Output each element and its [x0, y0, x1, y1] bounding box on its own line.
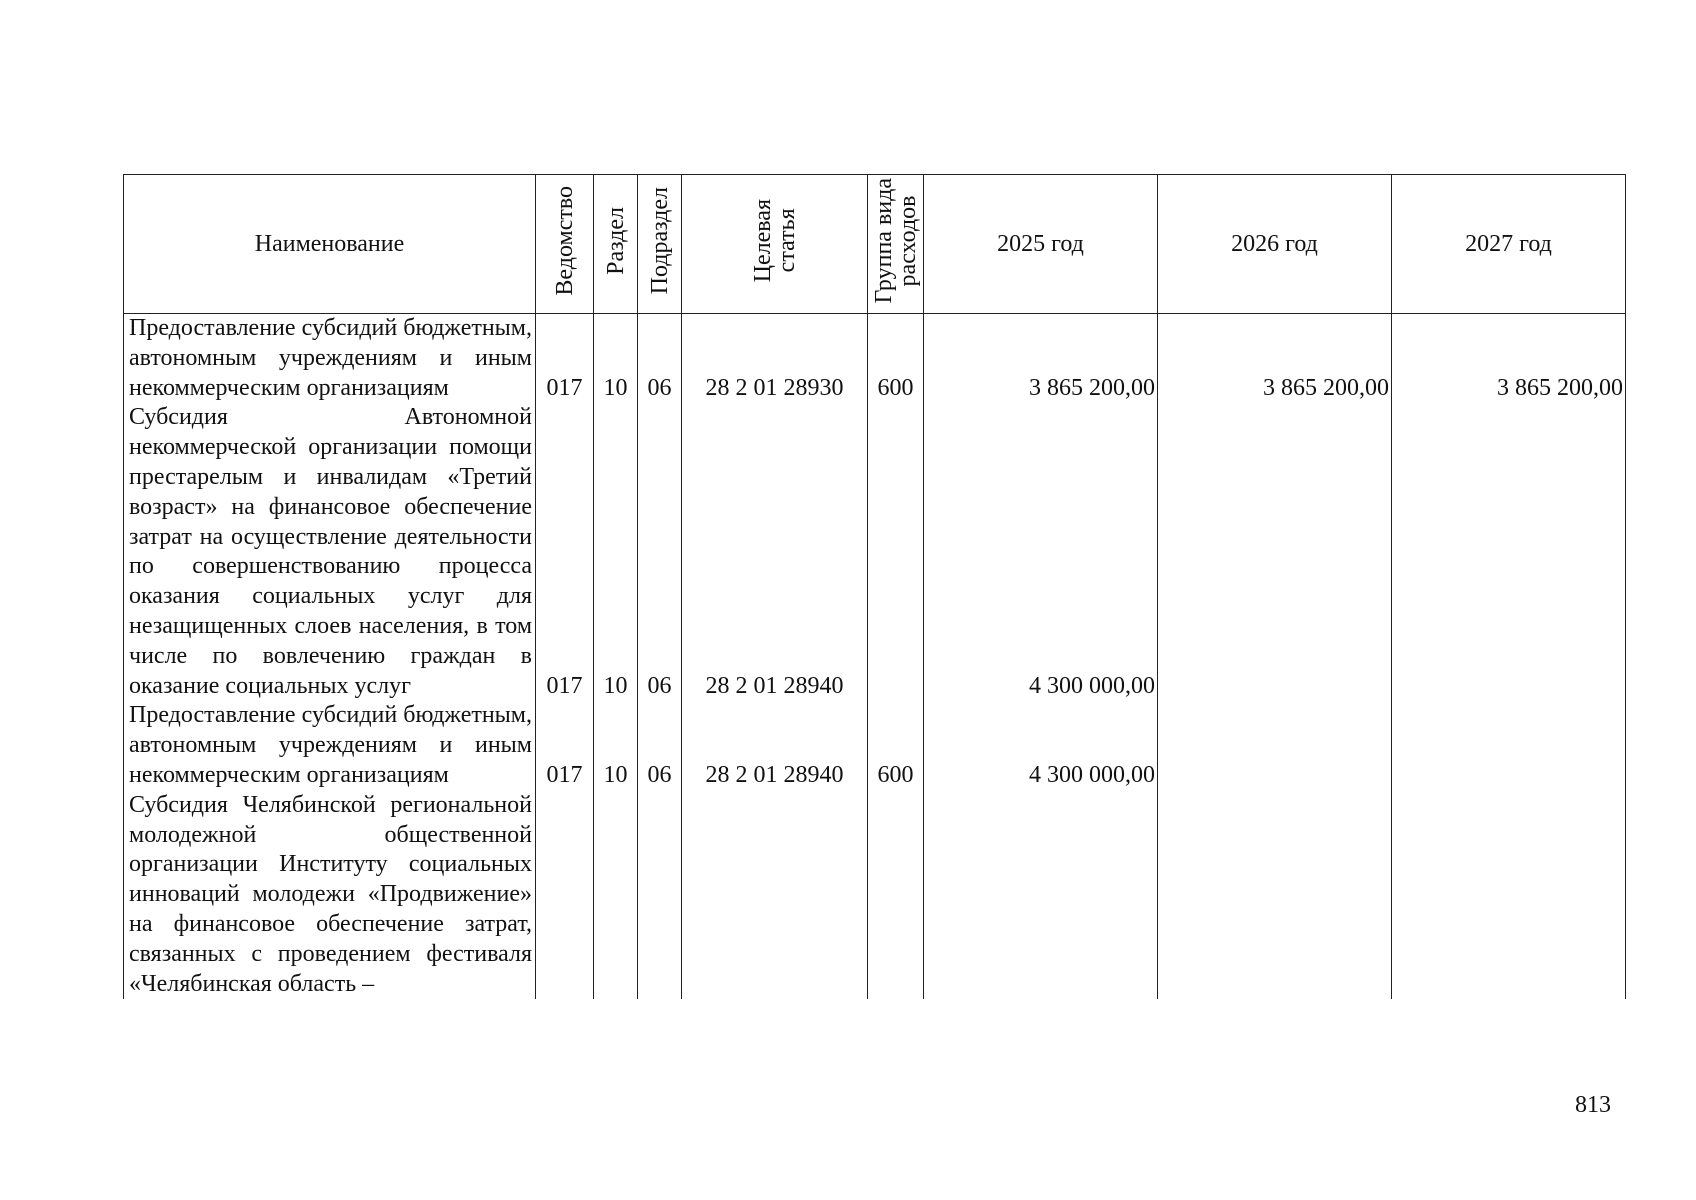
row-subsection — [638, 791, 682, 1000]
header-expense-group — [868, 175, 924, 314]
row-target-article: 28 2 01 28940 — [682, 403, 868, 701]
row-name: Предоставление субсидий бюджетным, автономным учреждениям и иным некоммерческим организациям — [124, 701, 536, 790]
row-expense-group: 600 — [868, 314, 924, 404]
table-row — [124, 791, 1626, 1000]
row-amount-2027 — [1392, 701, 1626, 790]
row-section: 10 — [594, 314, 638, 404]
row-amount-2027 — [1392, 791, 1626, 1000]
header-year-2026: 2026 год — [1158, 175, 1392, 314]
row-department — [536, 791, 594, 1000]
row-amount-2026 — [1158, 403, 1392, 701]
header-target-article-line2: статья — [773, 209, 800, 273]
row-subsection: 06 — [638, 701, 682, 790]
header-expense-group-line1: Группа вида — [870, 178, 897, 304]
row-amount-2025 — [924, 791, 1158, 1000]
header-year-2027: 2027 год — [1392, 175, 1626, 314]
table-row — [124, 314, 1626, 404]
header-target-article-line1: Целевая — [749, 199, 776, 283]
row-department: 017 — [536, 314, 594, 404]
row-amount-2027 — [1392, 403, 1626, 701]
table-header-row — [124, 175, 1626, 314]
row-name: Предоставление субсидий бюджетным, автономным учреждениям и иным некоммерческим организациям — [124, 314, 536, 404]
header-section: Раздел — [594, 175, 638, 314]
row-expense-group: 600 — [868, 701, 924, 790]
row-department: 017 — [536, 701, 594, 790]
row-name: Субсидия Челябинской региональной молодежной общественной организации Институту социальных инноваций молодежи «Продвижение» на финансовое обеспечение затрат, связанных с проведением фестиваля «Челябинская область – — [124, 791, 536, 1000]
row-amount-2026: 3 865 200,00 — [1158, 314, 1392, 404]
row-target-article: 28 2 01 28940 — [682, 701, 868, 790]
row-name: Субсидия Автономной некоммерческой организации помощи престарелым и инвалидам «Третий возраст» на финансовое обеспечение затрат на осуществление деятельности по совершенствованию процесса оказания социальных услуг для незащищенных слоев населения, в том числе по вовлечению граждан в оказание социальных услуг — [124, 403, 536, 701]
table-row — [124, 701, 1626, 790]
row-section: 10 — [594, 701, 638, 790]
row-amount-2026 — [1158, 791, 1392, 1000]
header-target-article — [682, 175, 868, 314]
row-amount-2026 — [1158, 701, 1392, 790]
row-expense-group — [868, 791, 924, 1000]
page-number: 813 — [1575, 1092, 1611, 1118]
row-subsection: 06 — [638, 314, 682, 404]
row-amount-2025: 4 300 000,00 — [924, 403, 1158, 701]
row-section — [594, 791, 638, 1000]
row-expense-group — [868, 403, 924, 701]
budget-table — [123, 174, 1626, 999]
header-name: Наименование — [124, 175, 536, 314]
header-year-2025: 2025 год — [924, 175, 1158, 314]
header-expense-group-line2: расходов — [894, 195, 921, 287]
row-department: 017 — [536, 403, 594, 701]
row-amount-2025: 3 865 200,00 — [924, 314, 1158, 404]
table-row — [124, 403, 1626, 701]
row-amount-2025: 4 300 000,00 — [924, 701, 1158, 790]
header-subsection: Подраздел — [638, 175, 682, 314]
row-amount-2027: 3 865 200,00 — [1392, 314, 1626, 404]
row-subsection: 06 — [638, 403, 682, 701]
row-target-article: 28 2 01 28930 — [682, 314, 868, 404]
row-section: 10 — [594, 403, 638, 701]
row-target-article — [682, 791, 868, 1000]
header-department: Ведомство — [536, 175, 594, 314]
